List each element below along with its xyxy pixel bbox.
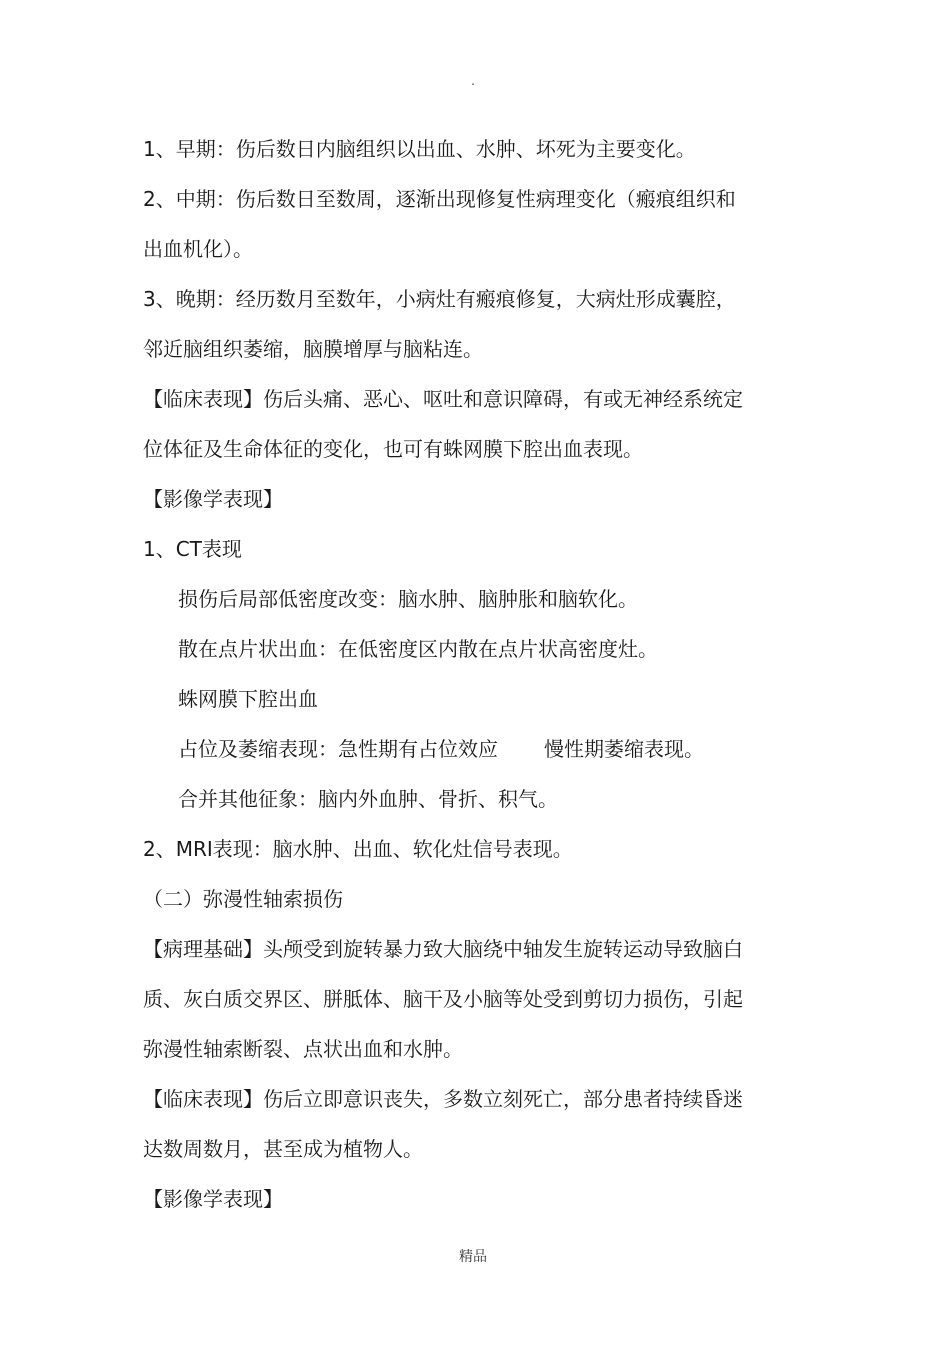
list-item: 损伤后局部低密度改变：脑水肿、脑肿胀和脑软化。	[178, 587, 638, 611]
paragraph-line: 邻近脑组织萎缩，脑膜增厚与脑粘连。	[143, 337, 483, 361]
list-item-part: 慢性期萎缩表现。	[544, 737, 704, 761]
document-body	[143, 124, 793, 1224]
paragraph-line: 【临床表现】伤后立即意识丧失，多数立刻死亡，部分患者持续昏迷	[143, 1087, 743, 1111]
list-item	[143, 724, 793, 774]
paragraph-line: 【临床表现】伤后头痛、恶心、呕吐和意识障碍，有或无神经系统定	[143, 387, 743, 411]
paragraph-line: 3、晚期：经历数月至数年，小病灶有瘢痕修复，大病灶形成囊腔，	[143, 287, 736, 311]
subsection-heading: 1、CT表现	[143, 537, 242, 561]
header-mark: .	[471, 74, 475, 88]
section-heading: （二）弥漫性轴索损伤	[143, 887, 343, 911]
list-item: 合并其他征象：脑内外血肿、骨折、积气。	[178, 787, 558, 811]
paragraph-line: 【病理基础】头颅受到旋转暴力致大脑绕中轴发生旋转运动导致脑白	[143, 937, 743, 961]
list-item: 散在点片状出血：在低密度区内散在点片状高密度灶。	[178, 637, 658, 661]
paragraph-line: 质、灰白质交界区、胼胝体、脑干及小脑等处受到剪切力损伤，引起	[143, 987, 743, 1011]
paragraph-line: 2、中期：伤后数日至数周，逐渐出现修复性病理变化（瘢痕组织和	[143, 187, 736, 211]
section-heading: 【影像学表现】	[143, 1187, 283, 1211]
section-heading: 【影像学表现】	[143, 487, 283, 511]
list-item: 蛛网膜下腔出血	[178, 687, 318, 711]
paragraph-line: 弥漫性轴索断裂、点状出血和水肿。	[143, 1037, 463, 1061]
list-item-part: 占位及萎缩表现：急性期有占位效应	[178, 737, 498, 761]
subsection-heading: 2、MRI表现：脑水肿、出血、软化灶信号表现。	[143, 837, 573, 861]
paragraph-line: 出血机化）。	[143, 237, 253, 261]
footer-label: 精品	[459, 1249, 487, 1265]
paragraph-line: 位体征及生命体征的变化，也可有蛛网膜下腔出血表现。	[143, 437, 643, 461]
paragraph-line: 达数周数月，甚至成为植物人。	[143, 1137, 423, 1161]
paragraph-line: 1、早期：伤后数日内脑组织以出血、水肿、坏死为主要变化。	[143, 137, 696, 161]
